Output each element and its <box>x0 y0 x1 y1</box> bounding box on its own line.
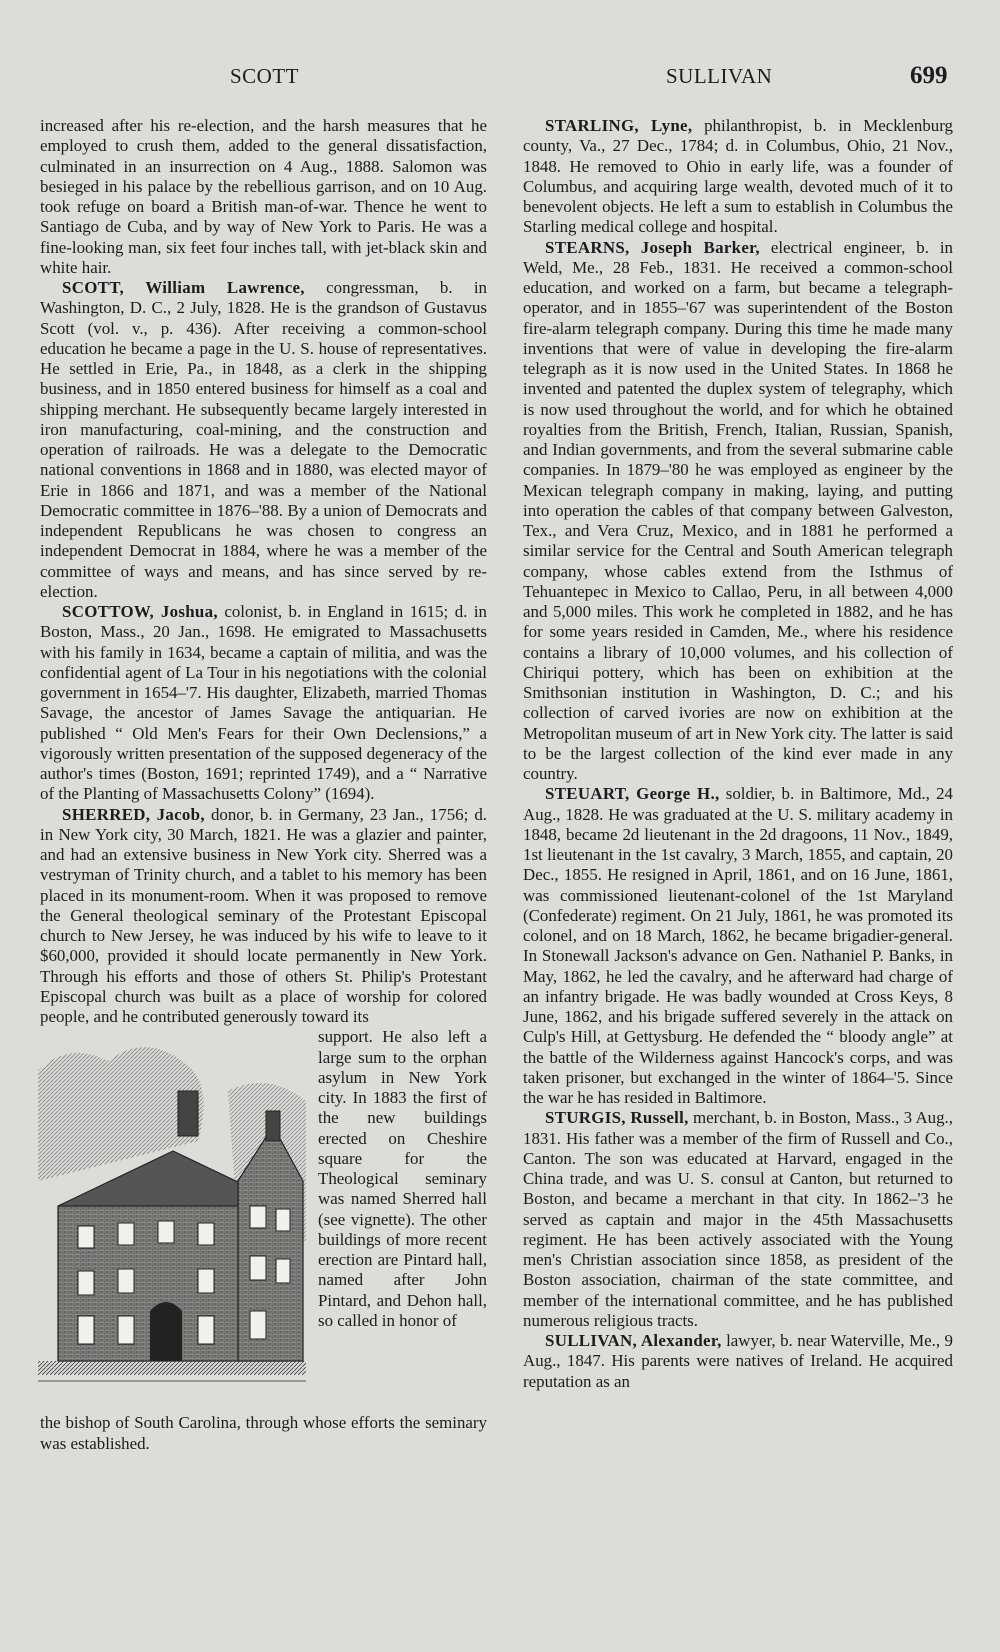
entry-headword: SCOTT, William Lawrence, <box>62 278 305 297</box>
entry-body: philanthropist, b. in Mecklenburg county, Va., 27 Dec., 1784; d. in Columbus, Ohio, 21 Nov., 1848. He removed to Ohio in early life, was a founder of Columbus, and acquiring large wealth, devoted much of it to benevolent objects. He left a sum to establish in Columbus the Starling medical college and hospital. <box>523 116 953 237</box>
entry-body: colonist, b. in England in 1615; d. in Boston, Mass., 20 Jan., 1698. He emigrated to Massachusetts with his family in 1634, became a captain of militia, and was the confidential agent of La Tour in his negotiations with the colonial government in 1654–'7. His daughter, Elizabeth, married Thomas Savage, the ancestor of James Savage the antiquarian. He published “ Old Men's Fears for their Own Declensions,” a vigorously written presentation of the supposed degeneracy of the author's times (Boston, 1691; reprinted 1749), and a “ Narrative of the Planting of Massachusetts Colony” (1694). <box>40 602 487 804</box>
sherred-hall-vignette <box>38 1031 306 1413</box>
running-head-right: SULLIVAN <box>666 64 773 88</box>
sherred-hall-illustration <box>38 1031 306 1413</box>
entry-body: congressman, b. in Washington, D. C., 2 July, 1828. He is the grandson of Gustavus Scott (vol. v., p. 436). After receiving a common-school education he became a page in the U. S. house of representatives. He settled in Erie, Pa., in 1848, as a clerk in the shipping business, and in 1850 entered business for himself as a coal and shipping merchant. He subsequently became largely interested in iron manufacturing, coal-mining, and the construction and operation of railroads. He was a delegate to the Democratic national conventions in 1868 and in 1880, was elected mayor of Erie in 1866 and 1871, and was a member of the National Democratic committee in 1876–'88. By a union of Democrats and independent Republicans he was chosen to congress an independent Democrat in 1884, where he was a member of the committee of ways and means, and has since served by re-election. <box>40 278 487 601</box>
continued-paragraph: increased after his re-election, and the harsh measures that he employed to crush them, added to the general dissatisfaction, culminated in an insurrection on 4 Aug., 1888. Salomon was besieged in his palace by the rebellious garrison, and on 10 Aug. took refuge on board a British man-of-war. Thence he went to Santiago de Cuba, and by way of New York to Paris. He was a fine-looking man, six feet four inches tall, with jet-black skin and white hair. <box>40 116 487 277</box>
entry-sturgis <box>523 1108 953 1331</box>
entry-headword: STURGIS, Russell, <box>545 1108 689 1128</box>
entry-sherred <box>40 805 487 1028</box>
entry-headword: STEUART, George H., <box>545 784 720 804</box>
entry-sullivan <box>523 1331 953 1392</box>
entry-headword: SHERRED, Jacob, <box>62 804 205 824</box>
entry-body: soldier, b. in Baltimore, Md., 24 Aug., 1828. He was graduated at the U. S. military academy in 1848, became 2d lieutenant in the 2d dragoons, 11 Nov., 1849, 1st lieutenant in the 1st cavalry, 3 March, 1855, and captain, 20 Dec., 1855. He resigned in April, 1861, and on 16 June, 1861, was commissioned lieutenant-colonel of the 1st Maryland (Confederate) regiment. On 21 July, 1861, he was promoted its colonel, and on 18 March, 1862, he became brigadier-general. In Stonewall Jackson's advance on Gen. Nathaniel P. Banks, in May, 1862, he led the cavalry, and he afterward had charge of an infantry brigade. He was badly wounded at Cross Keys, 8 June, 1862, and his brigade suffered severely in the attack on Culp's Hill, at Gettysburg. He defended the “ bloody angle” at the battle of the Wilderness against Hancock's corps, and was taken prisoner, but exchanged in the winter of 1864–'5. Since the war he has resided in Baltimore. <box>523 784 953 1107</box>
entry-stearns <box>523 238 953 785</box>
entry-headword: SULLIVAN, Alexander, <box>545 1331 722 1350</box>
entry-body: lawyer, b. near Waterville, Me., 9 Aug., 1847. His parents were natives of Ireland. He acquired reputation as an <box>523 1331 954 1391</box>
entry-steuart <box>523 784 953 1108</box>
entry-scottow <box>40 602 487 805</box>
entry-body: donor, b. in Germany, 23 Jan., 1756; d. in New York city, 30 March, 1821. He was a glazier and painter, and had an extensive business in New York city. Sherred was a vestryman of Trinity church, and a tablet to his memory has been placed in its monument-room. When it was proposed to remove the General theological seminary of the Protestant Episcopal church to New Jersey, he was induced by his wife to leave to it $60,000, provided it should locate permanently in New York. Through his efforts and those of others St. Philip's Protestant Episcopal church was built as a place of worship for colored people, and he contributed generously toward its <box>40 804 487 1026</box>
entry-starling <box>523 116 953 238</box>
entry-sherred-continued: support. He also left a large sum to the orphan asylum in New York city. In 1883 the first of the new buildings erected on Cheshire square for the Theological seminary was named Sherred hall (see vignette). The other buildings of more recent erection are Pintard hall, named after John Pintard, and Dehon hall, so called in honor of <box>318 1027 487 1330</box>
entry-body: electrical engineer, b. in Weld, Me., 28 Feb., 1831. He received a common-school education, and worked on a farm, but became a telegraph-operator, and in 1855–'67 was superintendent of the Boston fire-alarm telegraph company. During this time he made many inventions that were of value in developing the fire-alarm telegraph as it is now used in the United States. In 1868 he invented and patented the duplex system of telegraphy, which is now used throughout the world, and for which he obtained royalties from the British, French, Italian, Russian, Spanish, and Indian governments, and from the several submarine cable companies. In 1879–'80 he was employed as engineer by the Mexican telegraph company in making, laying, and putting into operation the cables of that company between Galveston, Tex., and Vera Cruz, Mexico, and in 1881 he performed a similar service for the Central and South American telegraph company, whose cables extend from the Isthmus of Tehuantepec in Mexico to Callao, Peru, in all between 4,000 and 5,000 miles. This work he completed in 1882, and he has for some years resided in Camden, Me., where his residence contains a library of 10,000 volumes, and his collection of Chiriqui pottery, which has been on exhibition at the Smithsonian institution in Washington, D. C.; and his collection of carved ivories are now on exhibition at the Metropolitan museum of art in New York city. The latter is said to be the largest collection of the kind ever made in any country. <box>523 237 953 783</box>
running-head-left: SCOTT <box>230 64 300 88</box>
entry-body: merchant, b. in Boston, Mass., 3 Aug., 1831. His father was a member of the firm of Russell and Co., Canton. The son was educated at Harvard, engaged in the China trade, and was U. S. consul at Canton, but returned to Boston, and became a merchant in that city. In 1862–'3 he served as captain and major in the 45th Massachusetts regiment. He has been actively associated with the Young men's Christian association since 1858, as president of the Boston association, chairman of the state committee, and member of the international committee, and he has published numerous religious tracts. <box>523 1108 953 1330</box>
entry-headword: STEARNS, Joseph Barker, <box>545 237 760 257</box>
entry-scott <box>40 278 487 602</box>
page-number: 699 <box>910 62 948 89</box>
entry-sherred-tail: the bishop of South Carolina, through whose efforts the seminary was established. <box>40 1413 487 1453</box>
right-column <box>523 116 953 1392</box>
entry-headword: SCOTTOW, Joshua, <box>62 602 218 621</box>
left-column <box>40 116 487 1454</box>
entry-headword: STARLING, Lyne, <box>545 116 693 135</box>
